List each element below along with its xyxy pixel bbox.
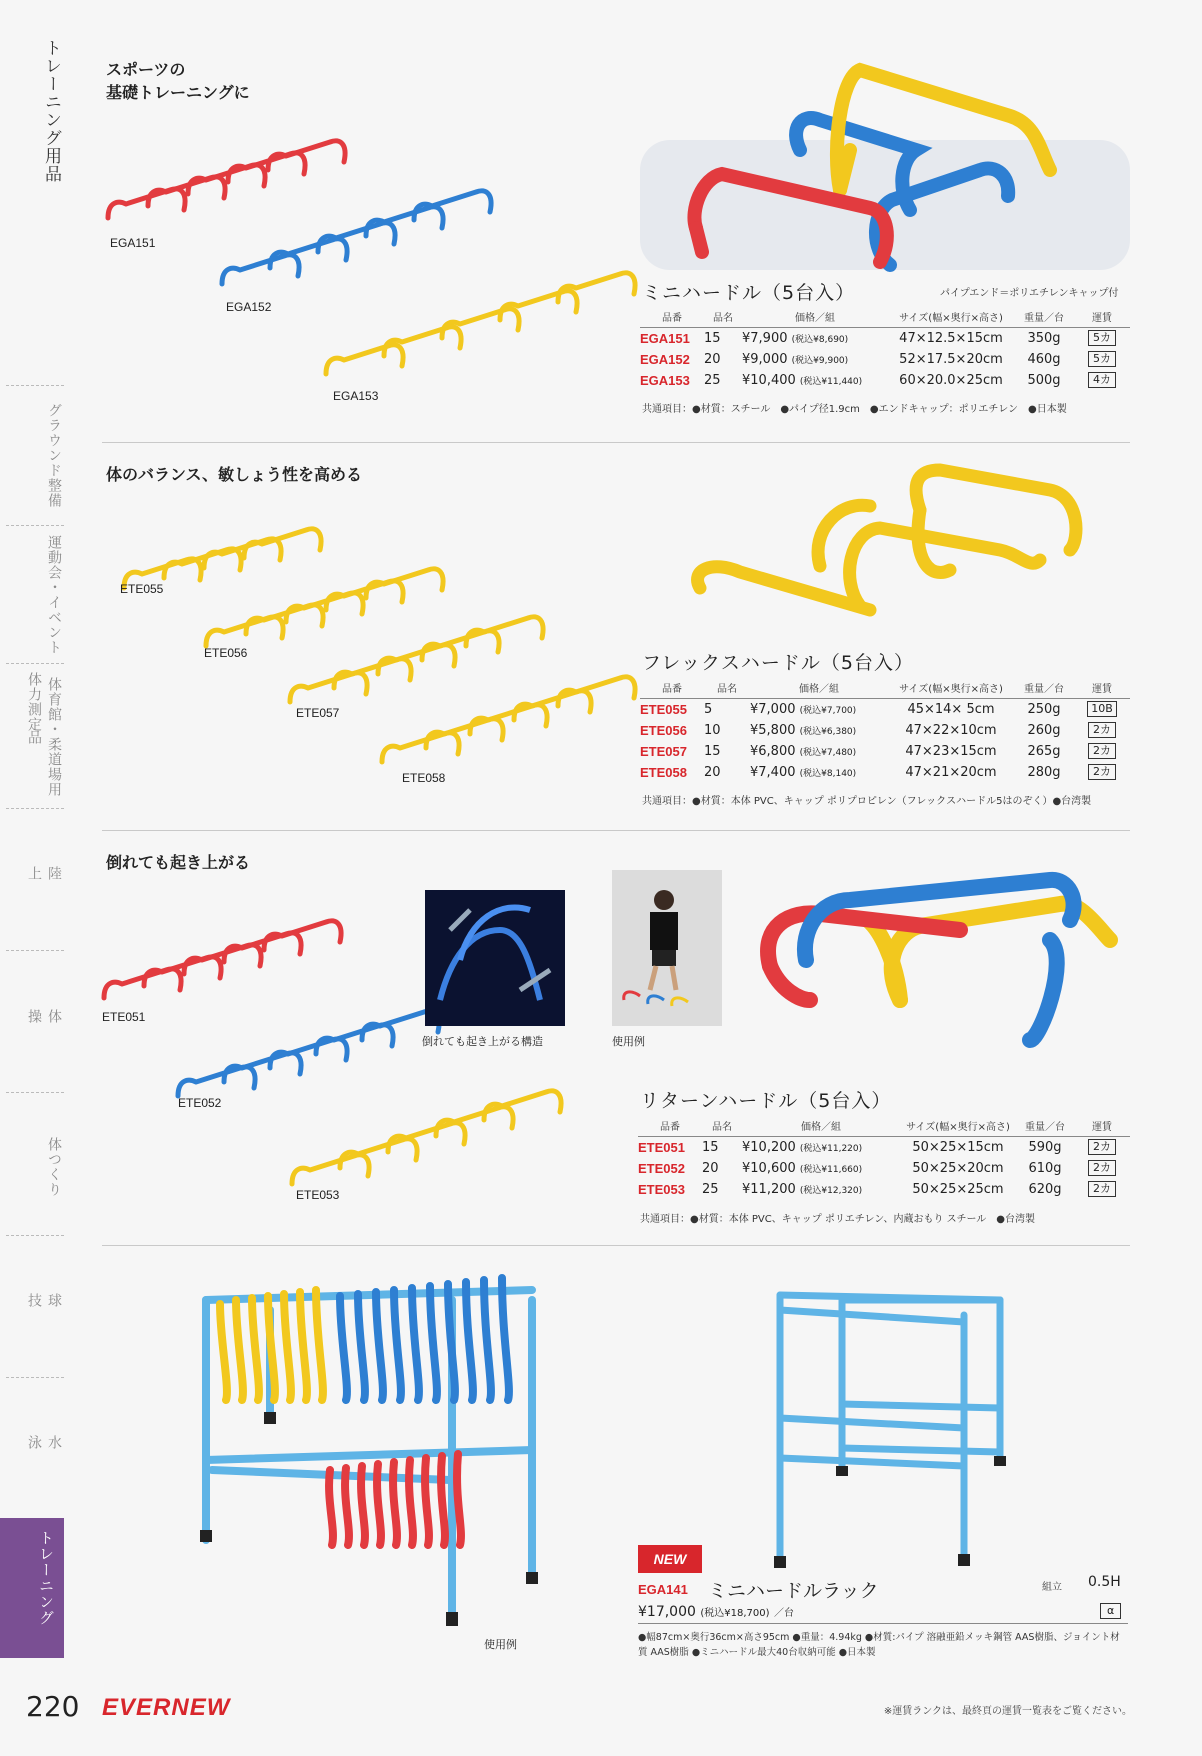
table-row: [640, 699, 1130, 720]
shipping-rank: 5カ: [1074, 349, 1130, 370]
ete058-image: [382, 677, 635, 762]
product-code: ETE051: [638, 1139, 685, 1155]
shipping-rank: 2カ: [1074, 741, 1130, 762]
product-code: EGA153: [640, 372, 690, 388]
product-name: 25: [704, 372, 721, 388]
rack-code: EGA141: [638, 1582, 688, 1597]
rack-spec: ●幅87cm×奥行36cm×高さ95cm ●重量：4.94kg ●材質:パイプ 溶融亜鉛メッキ鋼管 AAS樹脂、ジョイント材質 AAS樹脂 ●ミニハードル最大40台収納可能 ●日本製: [638, 1632, 1120, 1658]
nav-training[interactable]: トレーニング用品: [41, 39, 61, 183]
nav-track[interactable]: 陸上: [26, 866, 62, 894]
rack-price-line: [638, 1604, 794, 1620]
ete055-label: ETE055: [120, 582, 164, 596]
ega151-image: [108, 141, 345, 218]
product-name: 15: [702, 1139, 719, 1155]
section1-heading-line1: スポーツの: [106, 60, 186, 79]
product-size: 50×25×15cm: [912, 1139, 1004, 1155]
product-weight: 620g: [1028, 1181, 1062, 1197]
ega151-label: EGA151: [110, 236, 156, 250]
product-code: ETE053: [638, 1181, 685, 1197]
ega153-label: EGA153: [333, 389, 379, 403]
nav-swim[interactable]: 水泳: [26, 1435, 62, 1463]
ete057-image: [290, 617, 543, 702]
ete051-image: [104, 921, 341, 998]
shipping-footnote: ※運賃ランクは、最終頁の運賃一覧表をご覧ください。: [883, 1706, 1132, 1717]
table-row: [638, 1137, 1130, 1158]
product-weight: 610g: [1028, 1160, 1062, 1176]
table-row: [640, 349, 1130, 370]
ete053-label: ETE053: [296, 1188, 340, 1202]
product-weight: 590g: [1028, 1139, 1062, 1155]
ete052-image: [178, 1011, 439, 1096]
section2-heading: 体のバランス、敏しょう性を高める: [106, 465, 363, 484]
rack-tax: (税込¥18,700): [700, 1608, 770, 1619]
usage-photo-person: [612, 870, 722, 1026]
product-size: 47×23×15cm: [905, 743, 997, 759]
rack-assembly-label: 組立: [1042, 1582, 1062, 1593]
product-code: ETE056: [640, 722, 687, 738]
product-price: ¥7,000 (税込¥7,700): [750, 701, 857, 717]
return-hurdle-photo: [768, 880, 1110, 1040]
product-weight: 260g: [1027, 722, 1061, 738]
product-price: ¥11,200 (税込¥12,320): [742, 1181, 863, 1197]
nav-body[interactable]: 体つくり: [46, 1137, 62, 1197]
shipping-rank: 4カ: [1074, 370, 1130, 391]
table-row: [640, 741, 1130, 762]
flex-hurdle-title: フレックスハードル（5台入）: [642, 652, 914, 674]
rack-title: ミニハードルラック: [708, 1580, 879, 1602]
product-size: 50×25×20cm: [912, 1160, 1004, 1176]
product-code: ETE055: [640, 701, 687, 717]
rack-assembly-value: 0.5H: [1088, 1574, 1121, 1590]
ega152-image: [222, 191, 491, 284]
mini-hurdle-common: 共通項目：●材質：スチール ●パイプ径1.9cm ●エンドキャップ：ポリエチレン ●日本製: [642, 404, 1067, 415]
product-code: EGA152: [640, 351, 690, 367]
product-name: 20: [704, 764, 721, 780]
product-size: 47×12.5×15cm: [899, 330, 1003, 346]
product-size: 50×25×25cm: [912, 1181, 1004, 1197]
ega153-image: [326, 273, 635, 374]
product-weight: 250g: [1027, 701, 1061, 717]
nav-event[interactable]: 運動会・イベント: [46, 535, 62, 655]
shipping-rank: 10B: [1074, 699, 1130, 720]
product-price: ¥7,900 (税込¥8,690): [742, 330, 849, 346]
nav-gym[interactable]: 体育館・柔道場用品: [26, 677, 62, 797]
nav-training-active[interactable]: トレーニング: [0, 1518, 64, 1658]
section3-heading: 倒れても起き上がる: [106, 853, 251, 872]
product-name: 25: [702, 1181, 719, 1197]
shipping-rank: 2カ: [1074, 1158, 1130, 1179]
flex-hurdle-common: 共通項目：●材質：本体 PVC、キャップ ポリプロピレン（フレックスハードル5はのぞく）●台湾製: [642, 796, 1092, 807]
brand-logo: EVERNEW: [102, 1694, 231, 1721]
table-row: [640, 328, 1130, 349]
shipping-rank: 2カ: [1074, 1179, 1130, 1200]
product-size: 52×17.5×20cm: [899, 351, 1003, 367]
nav-gymnastics[interactable]: 体操: [26, 1009, 62, 1037]
product-weight: 460g: [1027, 351, 1061, 367]
nav-ground[interactable]: グラウンド整備: [46, 402, 62, 508]
table-row: [640, 762, 1130, 783]
product-size: 47×21×20cm: [905, 764, 997, 780]
product-size: 45×14× 5cm: [907, 701, 995, 717]
flex-hurdle-photo: [698, 470, 1076, 610]
rack-divider: [638, 1623, 1128, 1624]
return-hurdle-table: 品番 品名 価格／組 サイズ(幅×奥行×高さ) 重量／台 運賃 ETE051 15 ¥10,200 (税込¥11,220) 50×25×15cm 590g 2カ ETE052 20 ¥10,600 (税込¥11,660) 50×25×20cm 610g 2カ ETE053 25 ¥11,200 (税込¥12,320) 50×25×25cm 620g 2カ: [638, 1118, 1130, 1200]
rack-image: [780, 1295, 1000, 1562]
shipping-rank: 2カ: [1074, 720, 1130, 741]
shipping-rank: 2カ: [1074, 762, 1130, 783]
shipping-rank: 2カ: [1074, 1137, 1130, 1158]
section1-heading-line2: 基礎トレーニングに: [106, 83, 250, 102]
product-name: 10: [704, 722, 721, 738]
product-price: ¥10,400 (税込¥11,440): [742, 372, 863, 388]
ete056-image: [206, 569, 443, 646]
new-badge: NEW: [638, 1545, 702, 1573]
usage-caption: 使用例: [612, 1035, 645, 1048]
rack-unit: ／台: [773, 1608, 794, 1619]
product-code: ETE052: [638, 1160, 685, 1176]
mini-hurdle-note: パイプエンド＝ポリエチレンキャップ付: [940, 288, 1119, 299]
table-row: [640, 370, 1130, 391]
product-price: ¥6,800 (税込¥7,480): [750, 743, 857, 759]
ega152-label: EGA152: [226, 300, 272, 314]
rack-feet: [774, 1456, 1006, 1568]
ete051-label: ETE051: [102, 1010, 146, 1024]
product-weight: 280g: [1027, 764, 1061, 780]
nav-fitness-test[interactable]: 体力測定: [26, 672, 42, 732]
product-code: ETE058: [640, 764, 687, 780]
ete055-image: [124, 529, 321, 588]
product-code: ETE057: [640, 743, 687, 759]
rack-price: ¥17,000: [638, 1604, 696, 1620]
mini-hurdle-title: ミニハードル（5台入）: [642, 282, 856, 304]
product-name: 20: [702, 1160, 719, 1176]
table-row: [638, 1179, 1130, 1200]
product-weight: 350g: [1027, 330, 1061, 346]
product-code: EGA151: [640, 330, 690, 346]
mini-hurdle-photo: [640, 70, 1130, 270]
product-price: ¥10,200 (税込¥11,220): [742, 1139, 863, 1155]
ete052-label: ETE052: [178, 1096, 222, 1110]
product-price: ¥5,800 (税込¥6,380): [750, 722, 857, 738]
product-weight: 265g: [1027, 743, 1061, 759]
structure-caption: 倒れても起き上がる構造: [422, 1035, 543, 1048]
ete057-label: ETE057: [296, 706, 340, 720]
shipping-rank: 5カ: [1074, 328, 1130, 349]
product-name: 15: [704, 330, 721, 346]
return-hurdle-common: 共通項目：●材質：本体 PVC、キャップ ポリエチレン、内蔵おもり スチール ●台湾製: [640, 1214, 1035, 1225]
rack-usage-caption: 使用例: [484, 1638, 517, 1651]
ete053-image: [292, 1091, 561, 1184]
product-size: 60×20.0×25cm: [899, 372, 1003, 388]
product-weight: 500g: [1027, 372, 1061, 388]
product-price: ¥7,400 (税込¥8,140): [750, 764, 857, 780]
rack-usage-image: [200, 1278, 538, 1626]
product-name: 20: [704, 351, 721, 367]
product-name: 15: [704, 743, 721, 759]
table-row: [638, 1158, 1130, 1179]
product-price: ¥9,000 (税込¥9,900): [742, 351, 849, 367]
rack-ship-rank: α: [1100, 1603, 1121, 1619]
flex-hurdle-table: 品番 品名 価格／組 サイズ(幅×奥行×高さ) 重量／台 運賃 ETE055 5 ¥7,000 (税込¥7,700) 45×14× 5cm 250g 10B ETE056 10 ¥5,800 (税込¥6,380) 47×22×10cm 260g 2カ ETE057 15 ¥6,800 (税込¥7,480) 47×23×15cm 265g 2カ ETE058 20 ¥7,400 (税込¥8,140) 47×21×20cm 280g 2カ: [640, 680, 1130, 783]
product-price: ¥10,600 (税込¥11,660): [742, 1160, 863, 1176]
product-size: 47×22×10cm: [905, 722, 997, 738]
return-hurdle-title: リターンハードル（5台入）: [640, 1090, 892, 1112]
table-row: [640, 720, 1130, 741]
page-number: 220: [26, 1690, 80, 1723]
mini-hurdle-table: 品番 品名 価格／組 サイズ(幅×奥行×高さ) 重量／台 運賃 EGA151 15 ¥7,900 (税込¥8,690) 47×12.5×15cm 350g 5カ EGA152 20 ¥9,000 (税込¥9,900) 52×17.5×20cm 460g 5カ EGA153 25 ¥10,400 (税込¥11,440) 60×20.0×25cm 500g 4カ: [640, 309, 1130, 391]
product-name: 5: [704, 701, 713, 717]
structure-photo: [425, 890, 565, 1026]
ete058-label: ETE058: [402, 771, 446, 785]
nav-ball[interactable]: 球技: [26, 1293, 62, 1321]
ete056-label: ETE056: [204, 646, 248, 660]
